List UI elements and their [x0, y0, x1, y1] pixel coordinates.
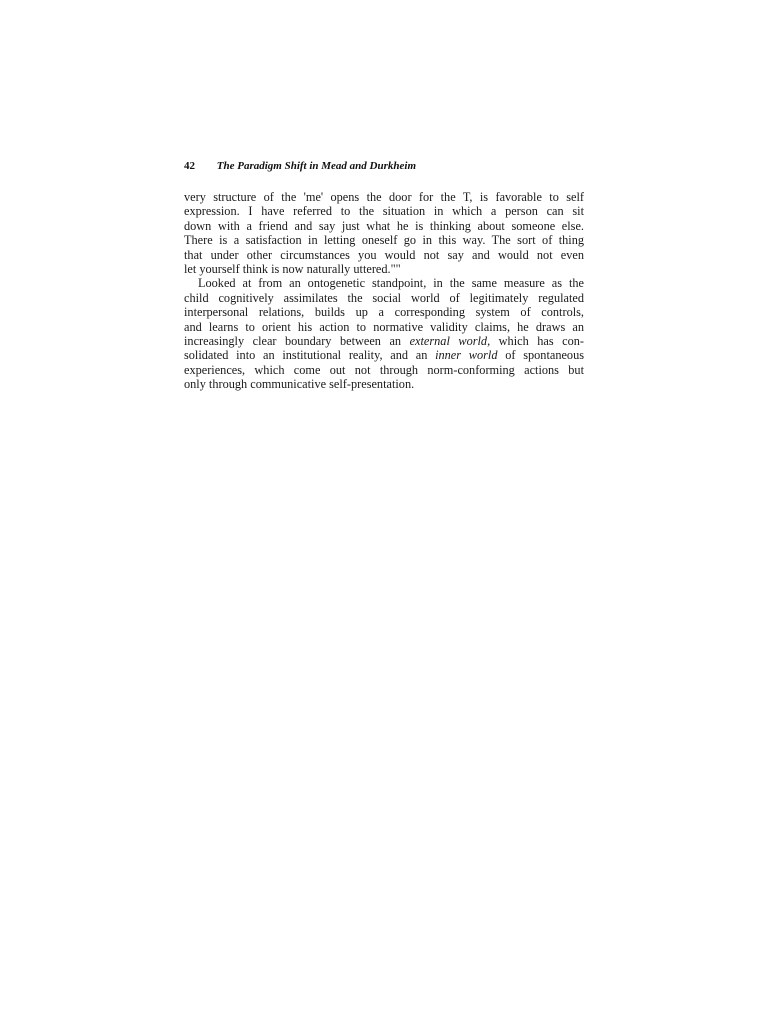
italic-term: external world, — [409, 333, 491, 348]
text-line: and learns to orient his action to normative validity claims, he draws an — [184, 319, 584, 334]
text-line: only through communicative self-presentation. — [184, 377, 415, 392]
text-run: solidated into an institutional reality, and an — [184, 348, 436, 363]
text-run: of spontaneous — [497, 348, 585, 363]
italic-term: inner world — [435, 348, 498, 363]
body-text — [184, 190, 584, 391]
text-line: There is a satisfaction in letting oneself go in this way. The sort of thing — [184, 233, 584, 248]
paragraph-1 — [184, 190, 584, 276]
text-line: down with a friend and say just what he is thinking about someone else. — [184, 218, 584, 233]
text-line: interpersonal relations, builds up a corresponding system of controls, — [184, 305, 584, 320]
text-line: that under other circumstances you would not say and would not even — [184, 247, 584, 262]
running-head-title: The Paradigm Shift in Mead and Durkheim — [216, 160, 417, 172]
text-line — [184, 348, 584, 362]
text-line: let yourself think is now naturally uttered."" — [184, 261, 401, 276]
text-line: expression. I have referred to the situation in which a person can sit — [184, 204, 584, 219]
text-line: child cognitively assimilates the social world of legitimately regulated — [184, 290, 584, 305]
text-line: experiences, which come out not through norm-conforming actions but — [184, 362, 584, 377]
text-run: increasingly clear boundary between an — [184, 333, 410, 348]
text-run: which has con- — [490, 333, 584, 348]
text-line: very structure of the 'me' opens the door for the T, is favorable to self — [184, 190, 584, 204]
text-line: Looked at from an ontogenetic standpoint, in the same measure as the — [198, 276, 584, 291]
page-number: 42 — [184, 160, 195, 172]
running-head — [184, 160, 584, 172]
paragraph-2 — [184, 276, 584, 391]
text-line — [184, 334, 584, 348]
